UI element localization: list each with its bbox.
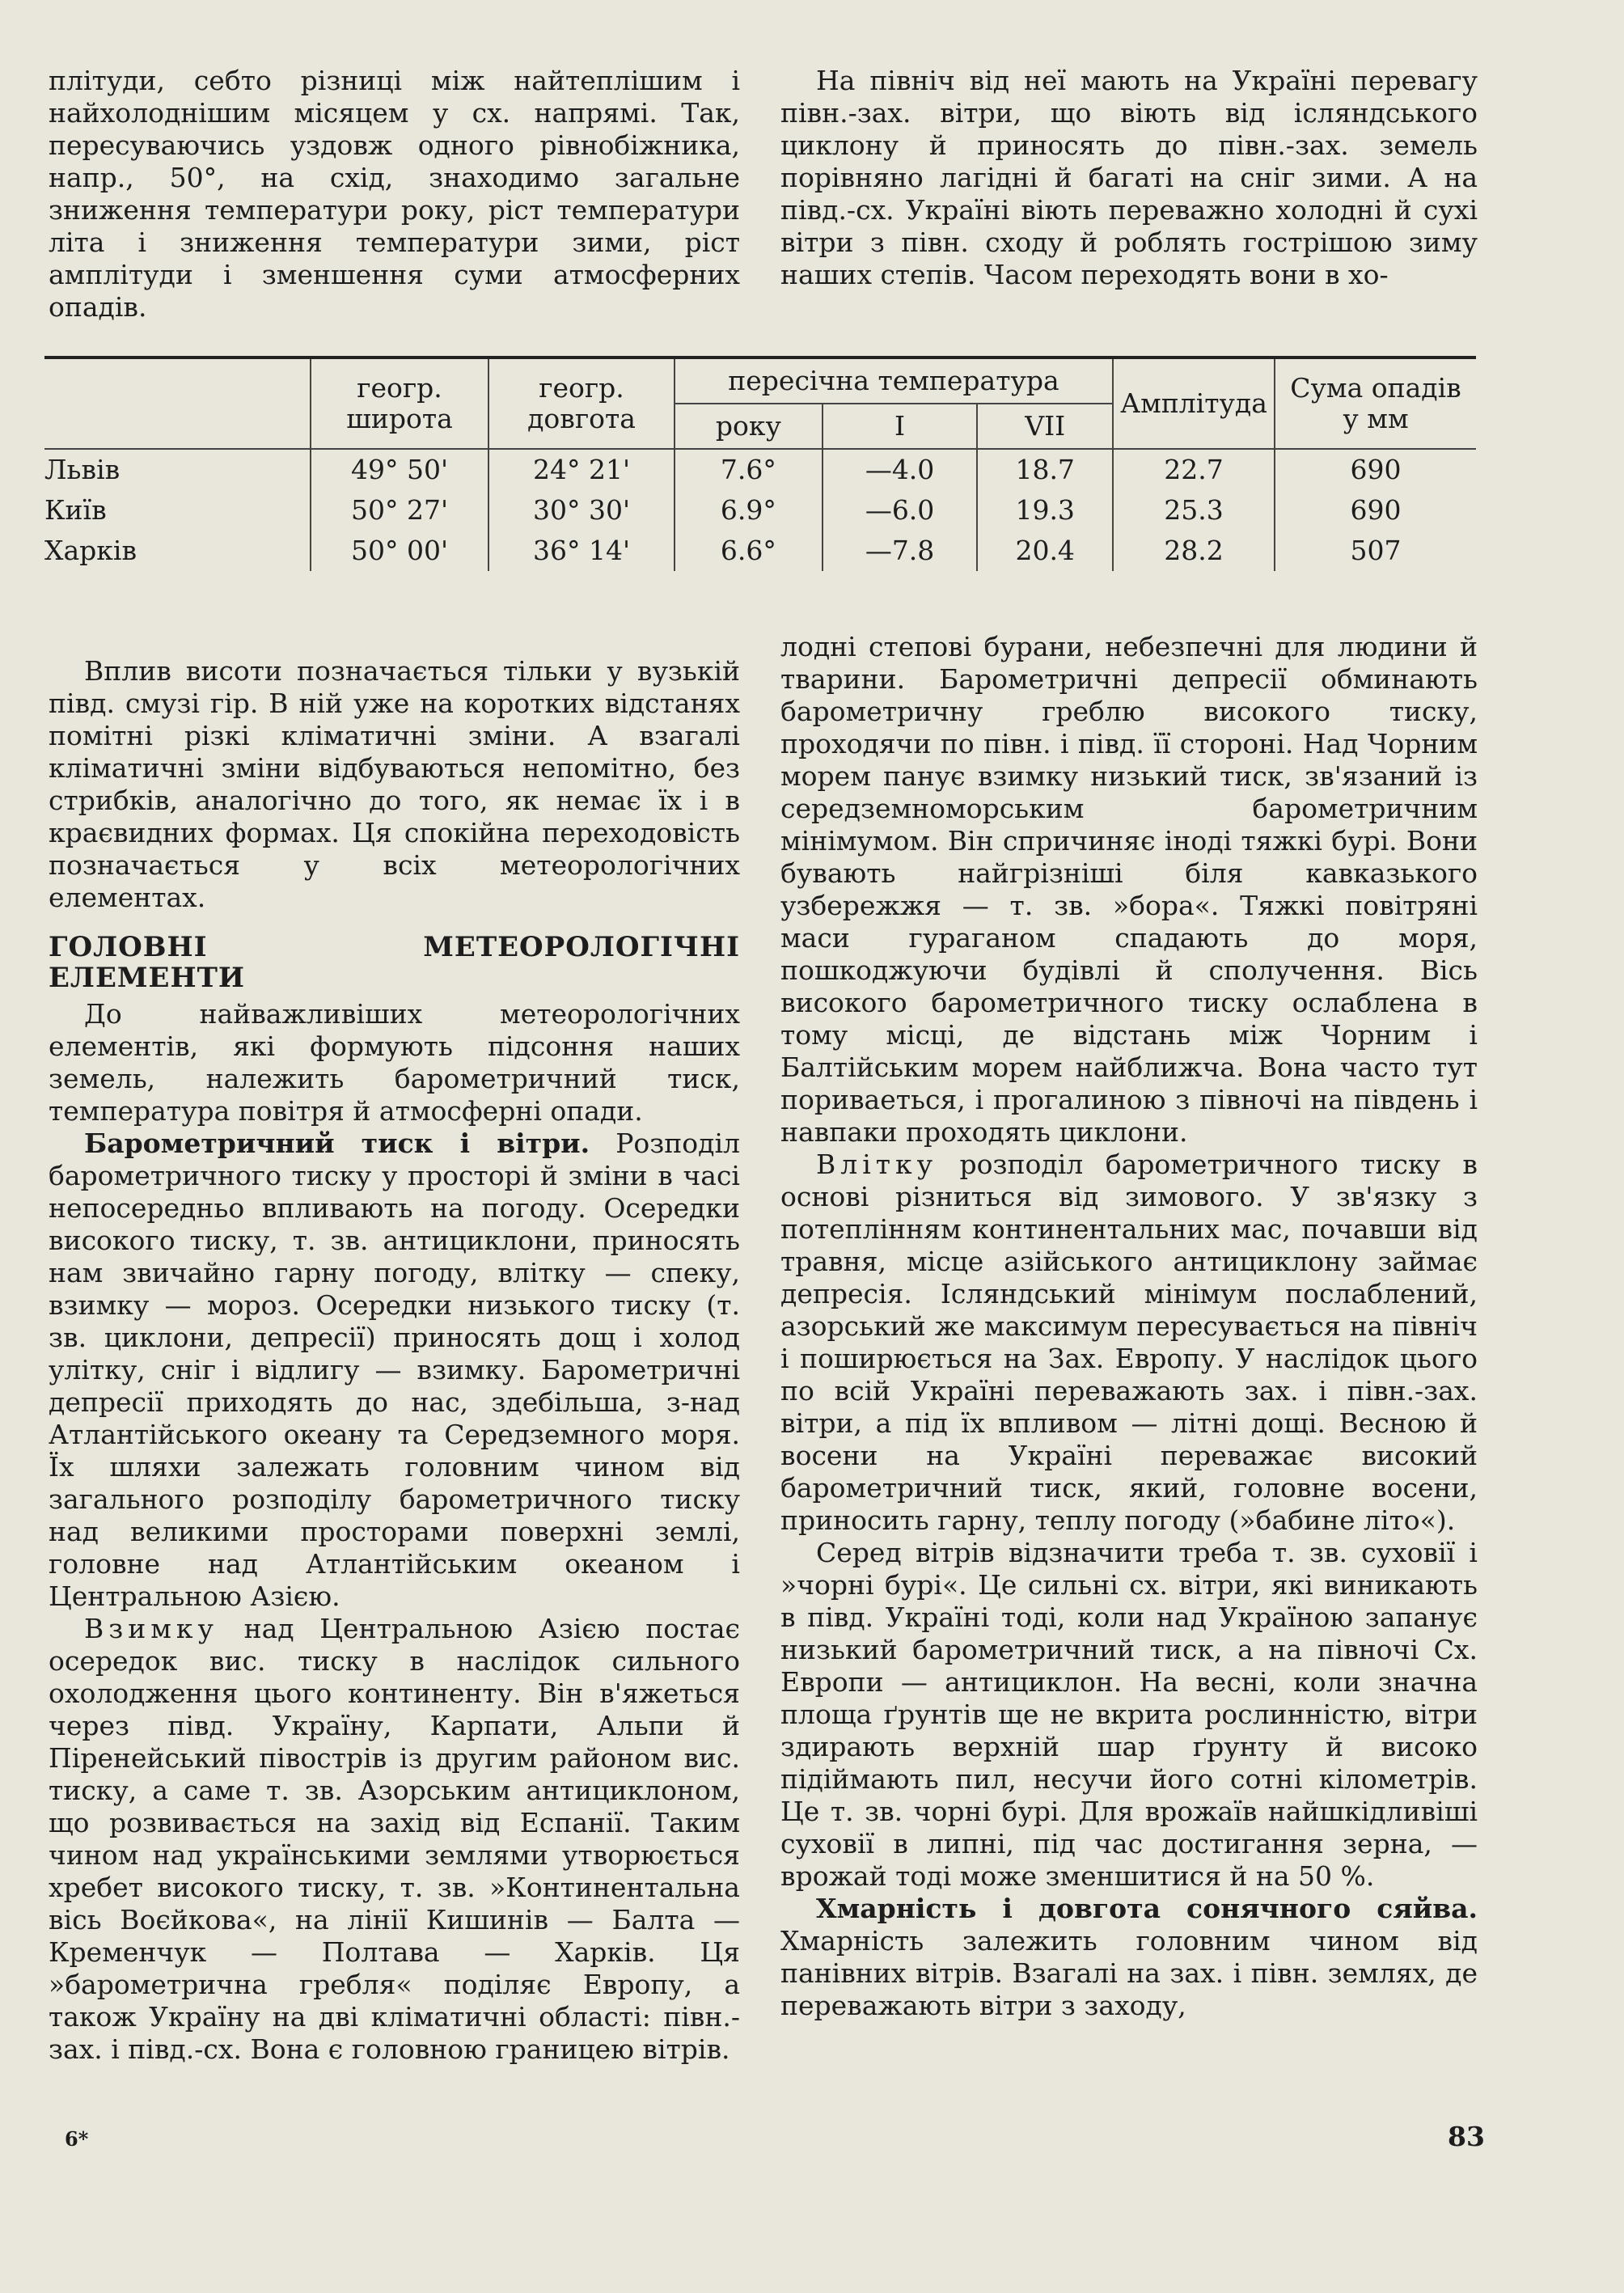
paragraph-lead: Влітку — [816, 1149, 938, 1180]
table-row — [44, 449, 1476, 490]
top-left-column — [49, 65, 740, 324]
paragraph: Вплив висоти позначається тільки у вузькій півд. смузі гір. В ній уже на коротких відстанях помітні різкі кліматичні зміни. А взагалі кліматичні зміни відбуваються непомітно, без стрибків, аналогічно до того, як немає їх і в краєвидних формах. Ця спокійна переходовість позначається у всіх метеорологічних елементах. — [49, 655, 740, 913]
paragraph-text: Хмарність залежить головним чином від панівних вітрів. Взагалі на зах. і півн. землях, де переважають вітри з заходу, — [780, 1925, 1478, 2021]
july-temp-cell: 19.3 — [977, 490, 1113, 531]
paragraph-lead: Барометричний тиск і вітри. — [84, 1127, 590, 1159]
amplitude-header: Амплітуда — [1113, 357, 1275, 448]
mean-temperature-header: пересічна температура — [675, 357, 1113, 404]
paragraph — [780, 1893, 1478, 2022]
longitude-cell: 30° 30' — [488, 490, 675, 531]
city-cell: Харків — [44, 535, 137, 566]
table-row — [44, 490, 1476, 531]
page-number: 83 — [1448, 2121, 1485, 2152]
paragraph-text: розподіл барометричного тиску в основі різниться від зимового. У зв'язку з потеплінням континентальних мас, почавши від травня, місце азійського антициклону займає депресія. Ісляндський мінімум послаблений, азорський же максимум пересувається на північ і поширюється на Зах. Европу. У наслідок цього по всій Україні переважають зах. і півн.-зах. вітри, а під їх впливом — літні дощі. Весною й восени на Україні переважає високий барометричний тиск, який, головне восени, приносить гарну, теплу погоду (»бабине літо«). — [780, 1149, 1478, 1536]
longitude-cell: 24° 21' — [488, 449, 675, 490]
paragraph — [49, 1127, 740, 1613]
top-right-column — [780, 65, 1478, 291]
amplitude-cell: 28.2 — [1113, 531, 1275, 571]
latitude-cell: 50° 27' — [311, 490, 488, 531]
july-temp-cell: 20.4 — [977, 531, 1113, 571]
city-header — [44, 357, 311, 448]
paragraph-text: над Центральною Азією постає осередок вис. тиску в наслідок сильного охолодження цього континенту. Він в'яжеться через півд. Україну, Карпати, Альпи й Піренейський півострів із другим районом вис. тиску, а саме т. зв. Азорським антициклоном, що розвивається на захід від Еспанії. Таким чином над українськими землями утворюється хребет високого тиску, т. зв. »Континентальна вісь Воєйкова«, на лінії Кишинів — Балта — Кременчук — Полтава — Харків. Ця »барометрична гребля« поділяє Европу, а також Україну на дві кліматичні області: півн.-зах. і півд.-сх. Вона є головною границею вітрів. — [49, 1613, 740, 2065]
latitude-header: геогр. широта — [311, 357, 488, 448]
paragraph — [780, 1149, 1478, 1537]
paragraph: На північ від неї мають на Україні перевагу півн.-зах. вітри, що віють від ісляндського циклону й приносять до півн.-зах. земель порівняно лагідні й багаті на сніг зими. А на півд.-сх. Україні віють переважно холодні й сухі вітри з півн. сходу й роблять гострішою зиму наших степів. Часом переходять вони в хо- — [780, 65, 1478, 290]
city-cell: Київ — [44, 494, 107, 526]
january-temp-cell: —6.0 — [823, 490, 978, 531]
paragraph-lead: Хмарність і довгота сонячного сяйва. — [816, 1893, 1478, 1924]
signature-mark: 6* — [65, 2127, 89, 2151]
july-header: VII — [977, 404, 1113, 448]
july-temp-cell: 18.7 — [977, 449, 1113, 490]
year-temp-cell: 7.6° — [675, 449, 823, 490]
precipitation-cell: 690 — [1275, 490, 1476, 531]
precipitation-cell: 690 — [1275, 449, 1476, 490]
paragraph: Серед вітрів відзначити треба т. зв. суховії і »чорні бурі«. Це сильні сх. вітри, які виникають в півд. Україні тоді, коли над Україною запанує низький барометричний тиск, а на півночі Сх. Европи — антициклон. На весні, коли значна площа ґрунтів ще не вкрита рослинністю, вітри здирають верхній шар ґрунту й високо підіймають пил, несучи його сотні кілометрів. Це т. зв. чорні бурі. Для врожаїв найшкідливіші суховії в липні, під час достигання зерна, — врожай тоді може зменшитися й на 50 %. — [780, 1537, 1478, 1892]
longitude-header: геогр. довгота — [488, 357, 675, 448]
latitude-cell: 50° 00' — [311, 531, 488, 571]
paragraph-lead: Взимку — [84, 1613, 218, 1644]
section-heading: ГОЛОВНІ МЕТЕОРОЛОГІЧНІ ЕЛЕМЕНТИ — [49, 931, 740, 994]
paragraph: плітуди, себто різниці між найтеплішим і найхолоднішим місяцем у сх. напрямі. Так, пересуваючись уздовж одного рівнобіжника, напр., 50°, на схід, знаходимо загальне зниження температури року, ріст температури літа і зниження температури зими, ріст амплітуди і зменшення суми атмосферних опадів. — [49, 65, 740, 323]
latitude-cell: 49° 50' — [311, 449, 488, 490]
precipitation-header: Сума опадів у мм — [1275, 357, 1476, 448]
year-header: року — [675, 404, 823, 448]
paragraph-text: Розподіл барометричного тиску у просторі й зміни в часі непосередньо впливають на погоду. Осередки високого тиску, т. зв. антициклони, приносять нам звичайно гарну погоду, влітку — спеку, взимку — мороз. Осередки низького тиску (т. зв. циклони, депресії) приносять дощ і холод улітку, сніг і відлигу — взимку. Барометричні депресії приходять до нас, здебільша, з-над Атлантійського океану та Середземного моря. Їх шляхи залежать головним чином від загального розподілу барометричного тиску над великими просторами поверхні землі, головне над Атлантійським океаном і Центральною Азією. — [49, 1127, 741, 1612]
january-temp-cell: —7.8 — [823, 531, 978, 571]
table-row — [44, 531, 1476, 571]
bottom-right-column — [780, 631, 1478, 2022]
paragraph: лодні степові бурани, небезпечні для людини й тварини. Барометричні депресії обминають барометричну греблю високого тиску, проходячи по півн. і півд. її сторонi. Над Чорним морем панує взимку низький тиск, зв'язаний із середземноморським барометричним мінімумом. Він спричиняє іноді тяжкі бурі. Вони бувають найгрізніші біля кавказького узбережжя — т. зв. »бора«. Тяжкі повітряні маси гураганом спадають до моря, пошкоджуючи будівлі й сполучення. Вісь високого барометричного тиску ослаблена в тому місці, де відстань між Чорним і Балтійським морем найближча. Вона часто тут пориваеться, і прогалиною з півночі на південь і навпаки проходять циклони. — [780, 631, 1478, 1148]
city-cell: Львів — [44, 454, 121, 485]
january-header: I — [823, 404, 978, 448]
amplitude-cell: 22.7 — [1113, 449, 1275, 490]
year-temp-cell: 6.9° — [675, 490, 823, 531]
longitude-cell: 36° 14' — [488, 531, 675, 571]
paragraph — [49, 1613, 740, 2066]
paragraph: До найважливіших метеорологічних елементів, які формують підсоння наших земель, належить барометричний тиск, температура повітря й атмосферні опади. — [49, 998, 740, 1127]
january-temp-cell: —4.0 — [823, 449, 978, 490]
bottom-left-column — [49, 655, 740, 2066]
precipitation-cell: 507 — [1275, 531, 1476, 571]
climate-table — [44, 356, 1476, 615]
amplitude-cell: 25.3 — [1113, 490, 1275, 531]
year-temp-cell: 6.6° — [675, 531, 823, 571]
